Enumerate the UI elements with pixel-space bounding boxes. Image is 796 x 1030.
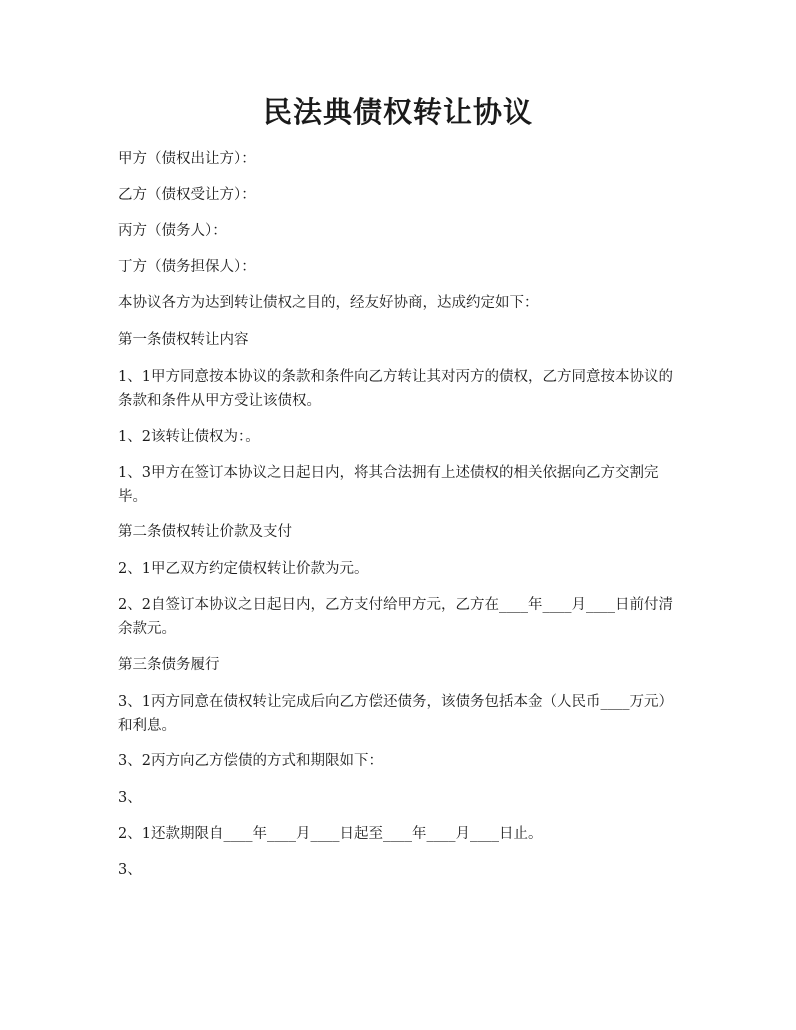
party-c-line: 丙方（债务人）： <box>118 223 227 239</box>
clause-2-2: 2、2自签订本协议之日起日内，乙方支付给甲方元，乙方在____年____月____日前付清余款元。 <box>118 597 673 637</box>
preamble: 本协议各方为达到转让债权之目的，经友好协商，达成约定如下： <box>118 295 539 311</box>
article-2-heading: 第二条债权转让价款及支付 <box>118 524 292 540</box>
article-3-heading: 第三条债务履行 <box>118 657 220 673</box>
clause-3-2: 3、2丙方向乙方偿债的方式和期限如下： <box>118 753 383 769</box>
clause-2-1: 2、1甲乙双方约定债权转让价款为元。 <box>118 561 369 577</box>
clause-2-1-repayment-period: 2、1还款期限自____年____月____日起至____年____月____日止。 <box>118 826 543 842</box>
party-d-line: 丁方（债务担保人）： <box>118 259 256 275</box>
clause-3-item: 3、 <box>118 790 142 806</box>
clause-3-1: 3、1丙方同意在债权转让完成后向乙方偿还债务，该债务包括本金（人民币____万元）和利息。 <box>118 694 673 734</box>
clause-1-1: 1、1甲方同意按本协议的条款和条件向乙方转让其对丙方的债权，乙方同意按本协议的条款和条件从甲方受让该债权。 <box>118 369 673 409</box>
party-a-line: 甲方（债权出让方）： <box>118 151 256 167</box>
clause-1-2: 1、2该转让债权为：。 <box>118 429 260 445</box>
party-b-line: 乙方（债权受让方）： <box>118 187 256 203</box>
document-title: 民法典债权转让协议 <box>262 95 533 129</box>
clause-1-3: 1、3甲方在签订本协议之日起日内，将其合法拥有上述债权的相关依据向乙方交割完毕。 <box>118 465 659 505</box>
clause-3-item-2: 3、 <box>118 862 142 878</box>
article-1-heading: 第一条债权转让内容 <box>118 332 249 348</box>
